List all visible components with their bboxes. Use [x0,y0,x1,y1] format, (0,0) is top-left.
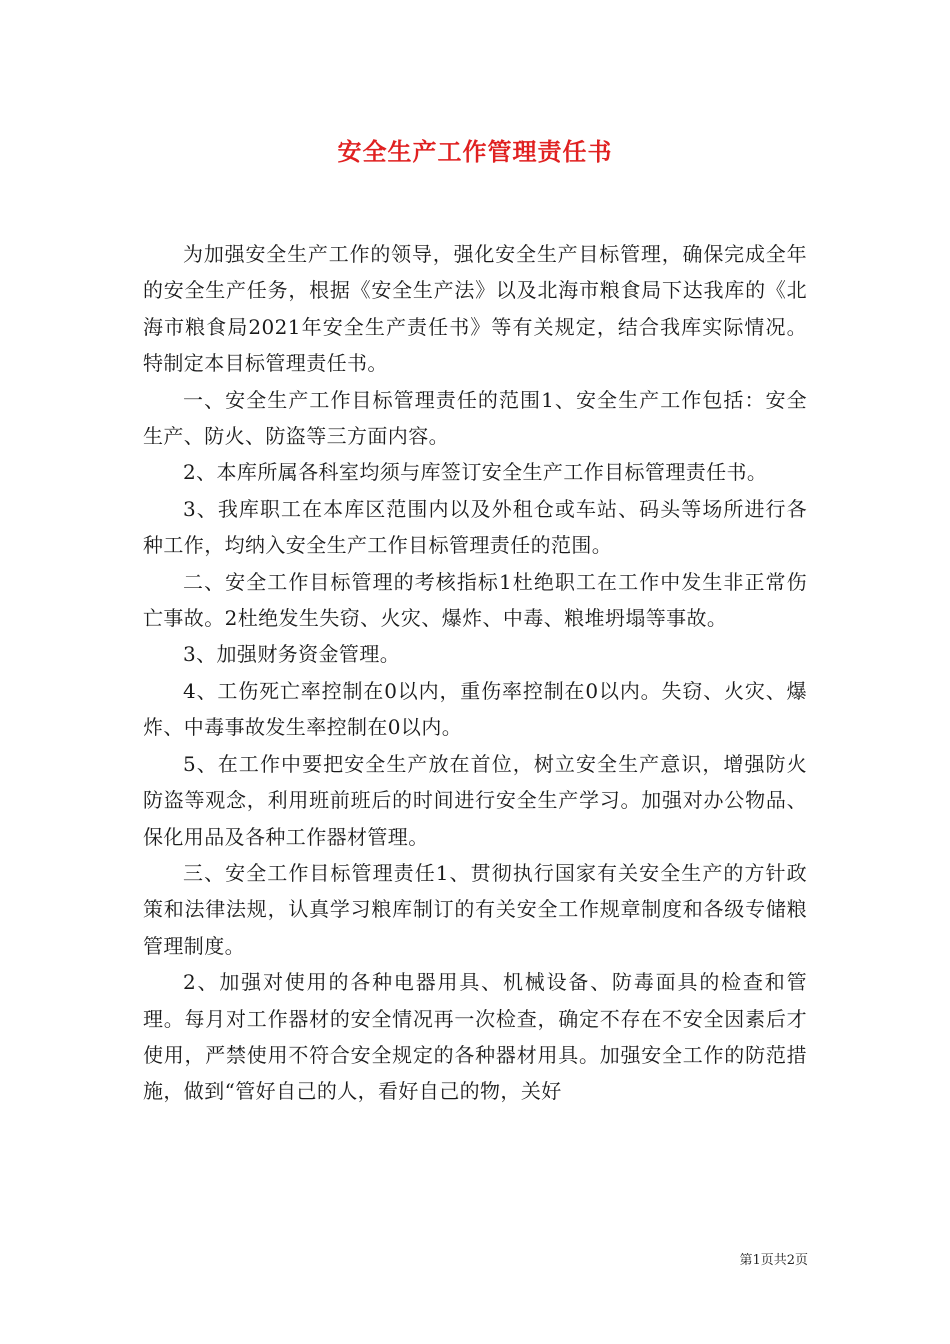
paragraph-section-3-item-2: 2、加强对使用的各种电器用具、机械设备、防毒面具的检查和管理。每月对工作器材的安全情况再一次检查，确定不存在不安全因素后才使用，严禁使用不符合安全规定的各种器材用具。加强安全工作的防范措施，做到“管好自己的人，看好自己的物，关好 [143,970,807,1104]
paragraph-item-4: 4、工伤死亡率控制在0以内，重伤率控制在0以内。失窃、火灾、爆炸、中毒事故发生率控制在0以内。 [143,678,807,740]
document-title: 安全生产工作管理责任书 [337,137,613,166]
paragraph-item-3: 3、我库职工在本库区范围内以及外租仓或车站、码头等场所进行各种工作，均纳入安全生产工作目标管理责任的范围。 [143,496,807,558]
page-number: 第1页共2页 [739,1253,808,1268]
paragraph-intro: 为加强安全生产工作的领导，强化安全生产目标管理，确保完成全年的安全生产任务，根据《安全生产法》以及北海市粮食局下达我库的《北海市粮食局2021年安全生产责任书》等有关规定，结合我库实际情况。特制定本目标管理责任书。 [143,242,807,376]
paragraph-section-2: 二、安全工作目标管理的考核指标1杜绝职工在工作中发生非正常伤亡事故。2杜绝发生失窃、火灾、爆炸、中毒、粮堆坍塌等事故。 [143,569,807,631]
paragraph-item-2: 2、本库所属各科室均须与库签订安全生产工作目标管理责任书。 [183,460,768,485]
paragraph-item-5: 5、在工作中要把安全生产放在首位，树立安全生产意识，增强防火防盗等观念，利用班前班后的时间进行安全生产学习。加强对办公物品、保化用品及各种工作器材管理。 [143,751,807,849]
paragraph-section-3: 三、安全工作目标管理责任1、贯彻执行国家有关安全生产的方针政策和法律法规，认真学习粮库制订的有关安全工作规章制度和各级专储粮管理制度。 [143,860,807,958]
document-body [143,236,807,1110]
paragraph-item-finance: 3、加强财务资金管理。 [183,642,401,667]
paragraph-section-1: 一、安全生产工作目标管理责任的范围1、安全生产工作包括：安全生产、防火、防盗等三方面内容。 [143,387,807,449]
